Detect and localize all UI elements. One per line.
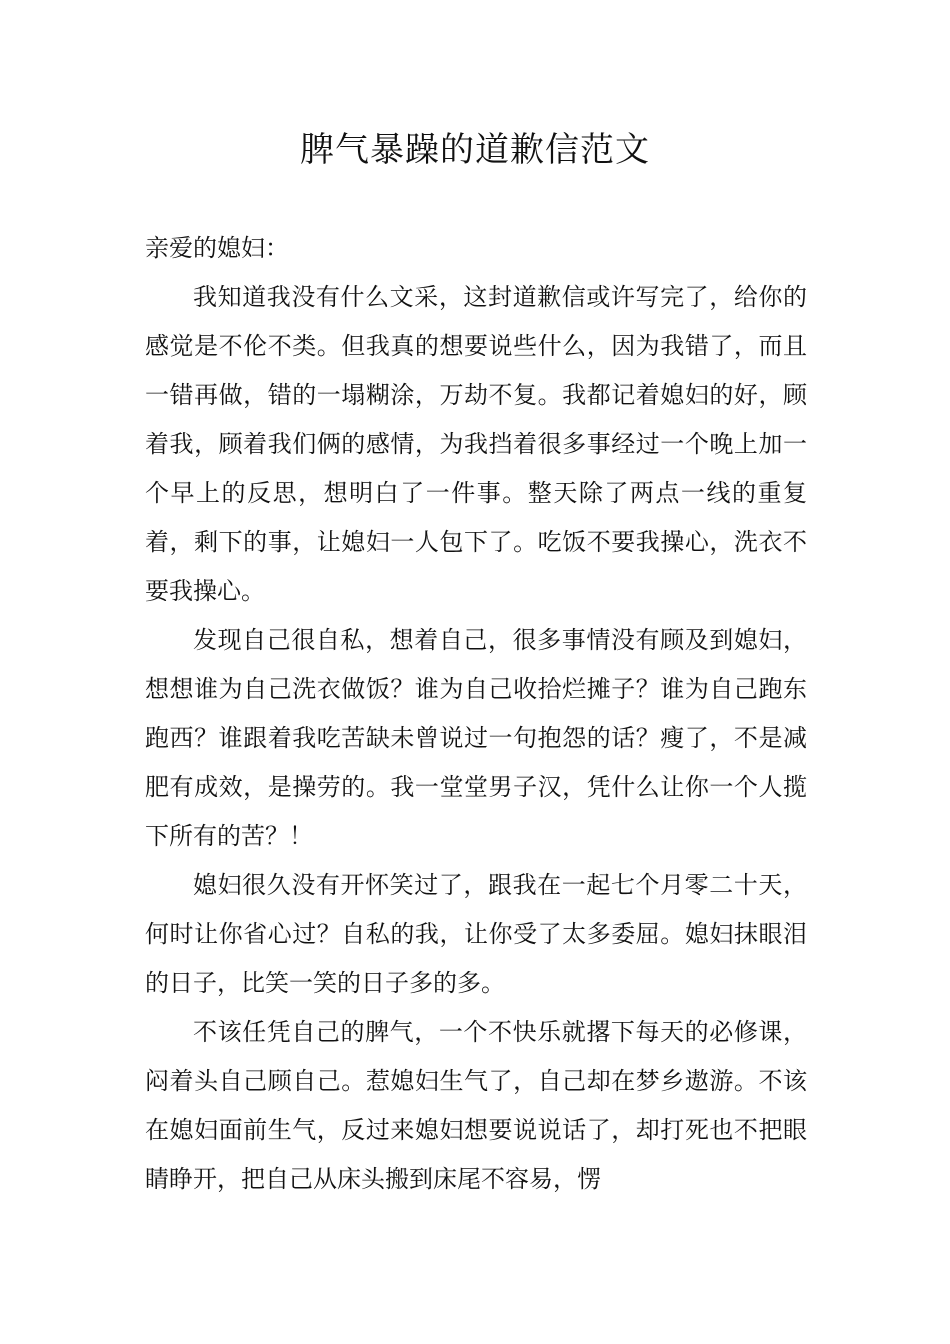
paragraph-3: 媳妇很久没有开怀笑过了，跟我在一起七个月零二十天，何时让你省心过？自私的我，让你受了太多委屈。媳妇抹眼泪的日子，比笑一笑的日子多的多。 [145, 871, 807, 997]
document-title: 脾气暴躁的道歉信范文 [300, 130, 650, 170]
salutation: 亲爱的媳妇： [145, 234, 289, 262]
paragraph-2: 发现自己很自私，想着自己，很多事情没有顾及到媳妇，想想谁为自己洗衣做饭？谁为自己收拾烂摊子？谁为自己跑东跑西？谁跟着我吃苦缺未曾说过一句抱怨的话？瘦了，不是减肥有成效，是操劳的。我一堂堂男子汉，凭什么让你一个人揽下所有的苦？！ [145, 626, 807, 850]
paragraph-4: 不该任凭自己的脾气，一个不快乐就撂下每天的必修课，闷着头自己顾自己。惹媳妇生气了，自己却在梦乡遨游。不该在媳妇面前生气，反过来媳妇想要说说话了，却打死也不把眼睛睁开，把自己从床头搬到床尾不容易，愣 [145, 1018, 807, 1193]
paragraph-1: 我知道我没有什么文采，这封道歉信或许写完了，给你的感觉是不伦不类。但我真的想要说些什么，因为我错了，而且一错再做，错的一塌糊涂，万劫不复。我都记着媳妇的好，顾着我，顾着我们俩的感情，为我挡着很多事经过一个晚上加一个早上的反思，想明白了一件事。整天除了两点一线的重复着，剩下的事，让媳妇一人包下了。吃饭不要我操心，洗衣不要我操心。 [145, 283, 807, 605]
letter-body [145, 224, 807, 1204]
